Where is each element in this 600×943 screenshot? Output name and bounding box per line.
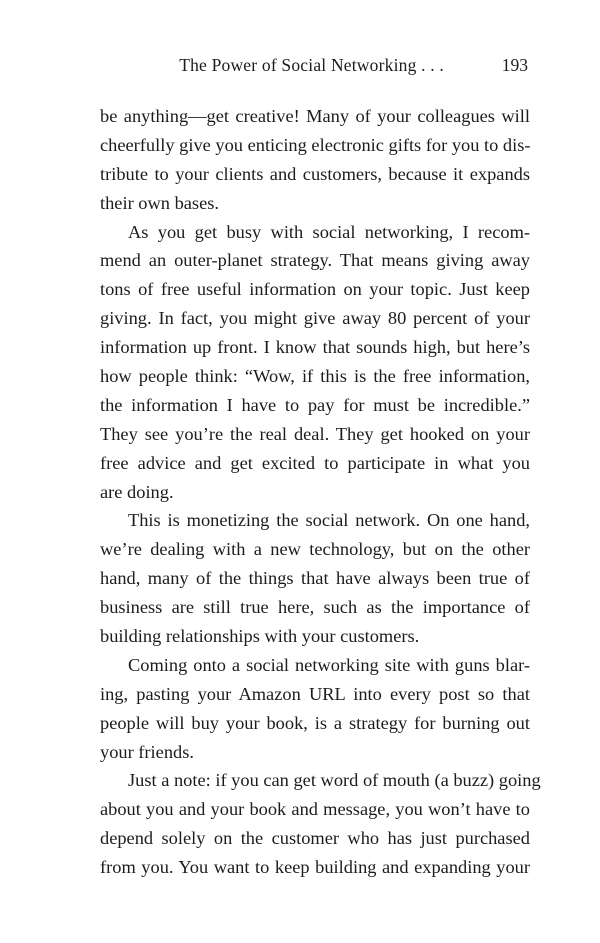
text-line: business are still true here, such as the importance of	[100, 597, 530, 618]
text-line: tribute to your clients and customers, because it expands	[100, 163, 530, 184]
running-head-title: The Power of Social Networking . . .	[179, 55, 444, 75]
text-line: information up front. I know that sounds high, but here’s	[100, 337, 530, 358]
page-number: 193	[501, 55, 528, 75]
paragraph	[100, 218, 530, 507]
text-line: from you. You want to keep building and expanding your	[100, 857, 530, 878]
text-line: are doing.	[100, 481, 174, 502]
text-line: how people think: “Wow, if this is the free information,	[100, 366, 530, 387]
text-line: They see you’re the real deal. They get hooked on your	[100, 423, 530, 444]
text-line: building relationships with your customers.	[100, 626, 420, 647]
paragraph	[100, 651, 530, 767]
body-text	[100, 102, 541, 882]
paragraph	[100, 506, 530, 650]
paragraph	[100, 766, 541, 882]
text-line: about you and your book and message, you won’t have to	[100, 799, 530, 820]
text-line: depend solely on the customer who has just purchased	[100, 828, 530, 849]
text-line: mend an outer-planet strategy. That means giving away	[100, 250, 530, 271]
text-line: your friends.	[100, 741, 194, 762]
text-line: their own bases.	[100, 192, 220, 213]
text-line: As you get busy with social networking, I recom-	[128, 221, 530, 242]
text-line: ing, pasting your Amazon URL into every post so that	[100, 683, 530, 704]
text-line: we’re dealing with a new technology, but on the other	[100, 539, 530, 560]
text-line: Coming onto a social networking site with guns blar-	[128, 654, 530, 675]
text-line: cheerfully give you enticing electronic gifts for you to dis-	[100, 134, 531, 155]
text-line: be anything—get creative! Many of your colleagues will	[100, 106, 530, 126]
text-line: giving. In fact, you might give away 80 percent of your	[100, 308, 530, 329]
text-line: tons of free useful information on your topic. Just keep	[100, 279, 530, 300]
text-line: free advice and get excited to participate in what you	[100, 452, 530, 473]
text-line: people will buy your book, is a strategy for burning out	[100, 712, 530, 733]
running-head	[100, 55, 530, 83]
text-line: This is monetizing the social network. On one hand,	[128, 510, 530, 531]
paragraph	[100, 102, 530, 218]
text-line: hand, many of the things that have always been true of	[100, 568, 530, 589]
text-line: Just a note: if you can get word of mouth (a buzz) going	[128, 770, 541, 791]
text-line: the information I have to pay for must be incredible.”	[100, 394, 530, 415]
